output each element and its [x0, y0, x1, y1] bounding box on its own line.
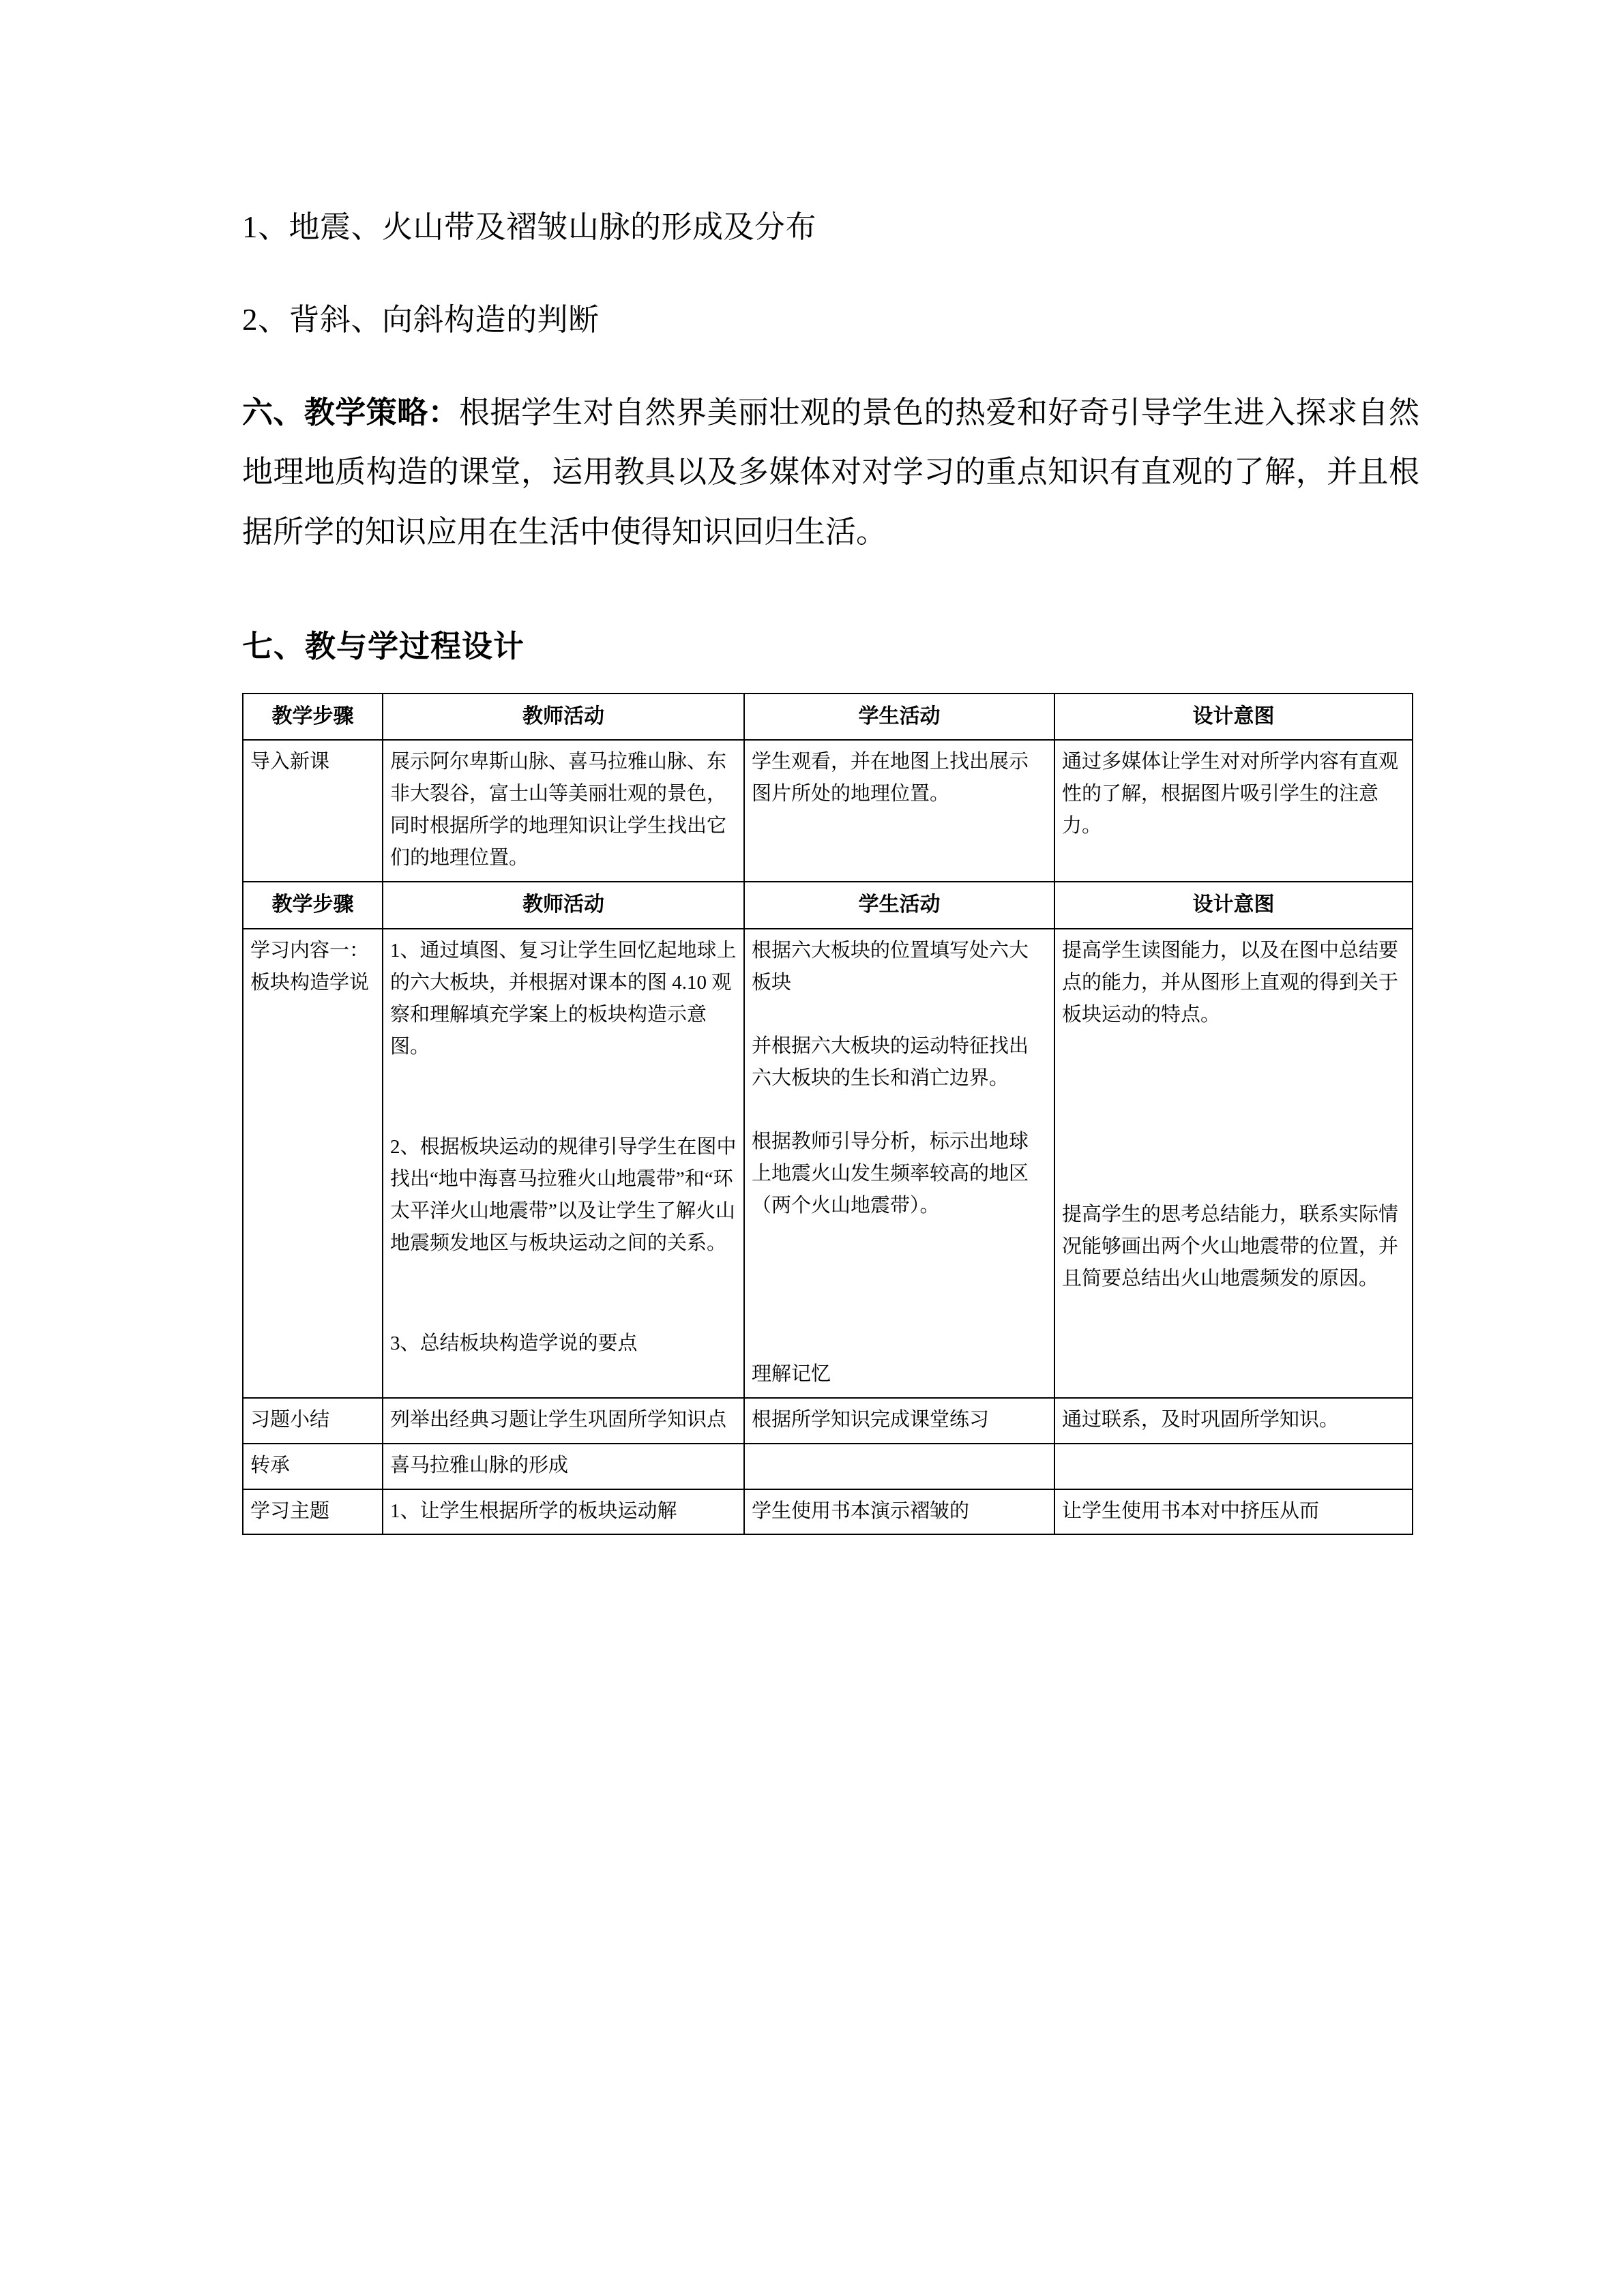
row-intent: 通过联系，及时巩固所学知识。 — [1054, 1398, 1413, 1444]
table-header-teacher: 教师活动 — [383, 882, 744, 929]
table-header-student: 学生活动 — [744, 882, 1054, 929]
student-point-3: 根据教师引导分析，标示出地球上地震火山发生频率较高的地区（两个火山地震带）。 — [752, 1130, 1029, 1217]
row-intent — [1054, 929, 1413, 1398]
lesson-process-table — [242, 693, 1413, 1536]
student-point-2: 并根据六大板块的运动特征找出六大板块的生长和消亡边界。 — [752, 1034, 1029, 1089]
row-student — [744, 929, 1054, 1398]
table-header-intent: 设计意图 — [1054, 882, 1413, 929]
student-point-1: 根据六大板块的位置填写处六大板块 — [752, 939, 1029, 994]
teacher-point-1: 1、通过填图、复习让学生回忆起地球上的六大板块，并根据对课本的图 4.10 观察和理解填充学案上的板块构造示意图。 — [390, 939, 737, 1058]
table-header-step: 教学步骤 — [243, 882, 383, 929]
table-header-student: 学生活动 — [744, 694, 1054, 741]
row-teacher — [383, 929, 744, 1398]
table-row — [243, 929, 1413, 1398]
spacer — [1062, 1167, 1405, 1199]
row-student: 学生观看，并在地图上找出展示图片所处的地理位置。 — [744, 740, 1054, 882]
row-intent — [1054, 1444, 1413, 1489]
teaching-strategy-label: 六、教学策略： — [242, 395, 460, 430]
teaching-strategy-paragraph — [242, 383, 1419, 563]
section-title-process-design: 七、教与学过程设计 — [242, 629, 525, 664]
table-row — [243, 1444, 1413, 1489]
student-point-4: 理解记忆 — [752, 1362, 831, 1385]
list-item-2: 2、背斜、向斜构造的判断 — [242, 302, 600, 337]
spacer — [752, 1222, 1047, 1290]
teacher-point-2: 2、根据板块运动的规律引导学生在图中找出“地中海喜马拉雅火山地震带”和“环太平洋火山地震带”以及让学生了解火山地震频发地区与板块运动之间的关系。 — [390, 1135, 737, 1254]
table-header-row-repeat — [243, 882, 1413, 929]
row-step: 导入新课 — [243, 740, 383, 882]
spacer — [390, 1063, 737, 1131]
row-student — [744, 1444, 1054, 1489]
intent-point-2: 提高学生的思考总结能力，联系实际情况能够画出两个火山地震带的位置，并且简要总结出火山地震频发的原因。 — [1062, 1203, 1399, 1289]
row-intent: 通过多媒体让学生对对所学内容有直观性的了解，根据图片吸引学生的注意力。 — [1054, 740, 1413, 882]
table-header-teacher: 教师活动 — [383, 694, 744, 741]
row-student: 学生使用书本演示褶皱的 — [744, 1489, 1054, 1535]
spacer — [752, 1290, 1047, 1358]
row-intent: 让学生使用书本对中挤压从而 — [1054, 1489, 1413, 1535]
table-row — [243, 1398, 1413, 1444]
row-step: 转承 — [243, 1444, 383, 1489]
spacer — [752, 999, 1047, 1030]
row-teacher: 展示阿尔卑斯山脉、喜马拉雅山脉、东非大裂谷，富士山等美丽壮观的景色，同时根据所学的地理知识让学生找出它们的地理位置。 — [383, 740, 744, 882]
table-header-intent: 设计意图 — [1054, 694, 1413, 741]
teacher-point-3: 3、总结板块构造学说的要点 — [390, 1332, 638, 1354]
row-teacher: 列举出经典习题让学生巩固所学知识点 — [383, 1398, 744, 1444]
row-teacher: 喜马拉雅山脉的形成 — [383, 1444, 744, 1489]
table-row — [243, 740, 1413, 882]
table-header-step: 教学步骤 — [243, 694, 383, 741]
table-header-row — [243, 694, 1413, 741]
list-item-1: 1、地震、火山带及褶皱山脉的形成及分布 — [242, 210, 817, 244]
row-step: 学习内容一：板块构造学说 — [243, 929, 383, 1398]
spacer — [752, 1094, 1047, 1126]
row-student: 根据所学知识完成课堂练习 — [744, 1398, 1054, 1444]
row-step: 习题小结 — [243, 1398, 383, 1444]
table-row — [243, 1489, 1413, 1535]
spacer — [390, 1259, 737, 1328]
row-teacher: 1、让学生根据所学的板块运动解 — [383, 1489, 744, 1535]
row-step: 学习主题 — [243, 1489, 383, 1535]
spacer — [1062, 1099, 1405, 1167]
teaching-strategy-text: 根据学生对自然界美丽壮观的景色的热爱和好奇引导学生进入探求自然地理地质构造的课堂，运用教具以及多媒体对对学习的重点知识有直观的了解，并且根据所学的知识应用在生活中使得知识回归生活。 — [242, 395, 1419, 549]
spacer — [1062, 1031, 1405, 1099]
intent-point-1: 提高学生读图能力，以及在图中总结要点的能力，并从图形上直观的得到关于板块运动的特点。 — [1062, 939, 1399, 1026]
